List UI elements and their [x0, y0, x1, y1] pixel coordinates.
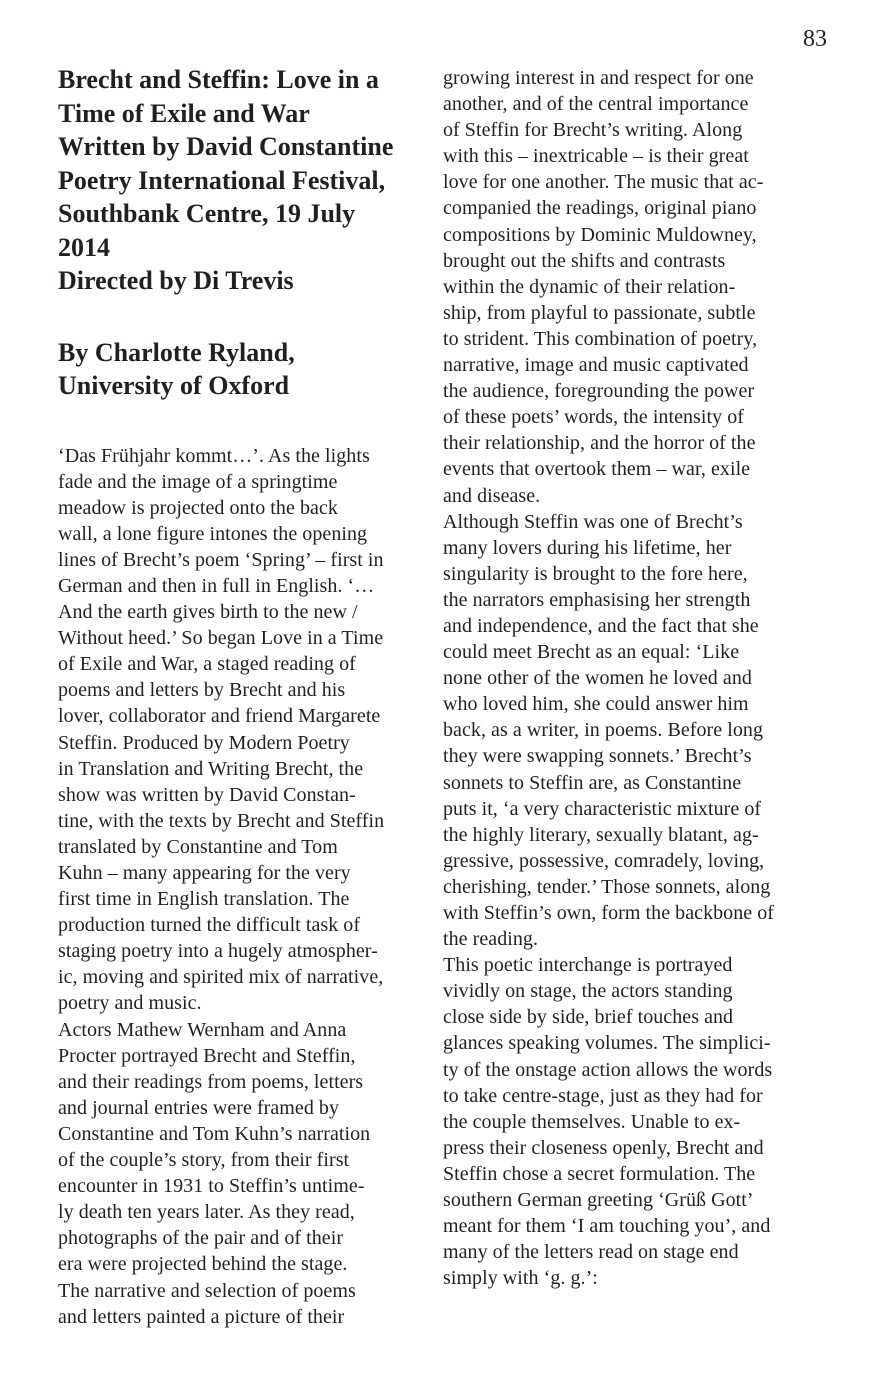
- text-line: glances speaking volumes. The simplici-: [443, 1032, 771, 1055]
- text-line: none other of the women he loved and: [443, 667, 752, 690]
- text-line: poetry and music.: [58, 992, 202, 1015]
- text-line: the couple themselves. Unable to ex-: [443, 1110, 741, 1133]
- left-column: [58, 63, 413, 1330]
- text-line: another, and of the central importance: [443, 93, 749, 116]
- body-text-right: [443, 65, 813, 1291]
- text-line: Actors Mathew Wernham and Anna: [58, 1018, 347, 1041]
- text-line: in Translation and Writing Brecht, the: [58, 757, 364, 780]
- text-line: close side by side, brief touches and: [443, 1006, 734, 1029]
- text-line: ic, moving and spirited mix of narrative,: [58, 966, 384, 989]
- text-line: narrative, image and music captivated: [443, 354, 749, 377]
- text-line: And the earth gives birth to the new /: [58, 601, 358, 624]
- text-line: to strident. This combination of poetry,: [443, 327, 758, 350]
- text-line: many of the letters read on stage end: [443, 1241, 739, 1264]
- text-line: southern German greeting ‘Grüß Gott’: [443, 1189, 754, 1212]
- text-line: they were swapping sonnets.’ Brecht’s: [443, 745, 752, 768]
- text-line: the narrators emphasising her strength: [443, 588, 751, 611]
- text-line: to take centre-stage, just as they had for: [443, 1084, 763, 1107]
- text-line: lines of Brecht’s poem ‘Spring’ – first in: [58, 548, 384, 571]
- text-line: love for one another. The music that ac-: [443, 171, 764, 194]
- page-number: 83: [803, 26, 827, 52]
- text-line: Kuhn – many appearing for the very: [58, 862, 351, 884]
- title-line: Written by David Constantine: [58, 132, 394, 161]
- title-line: 2014: [58, 232, 110, 262]
- text-line: staging poetry into a hugely atmospher-: [58, 940, 378, 963]
- text-line: Without heed.’ So began Love in a Time: [58, 627, 384, 650]
- text-line: Steffin. Produced by Modern Poetry: [58, 731, 350, 754]
- text-line: lover, collaborator and friend Margarete: [58, 705, 381, 728]
- text-line: with Steffin’s own, form the backbone of: [443, 902, 775, 924]
- title-line: Poetry International Festival,: [58, 165, 386, 195]
- text-line: cherishing, tender.’ Those sonnets, along: [443, 875, 771, 898]
- byline-line: By Charlotte Ryland,: [58, 337, 295, 367]
- text-line: encounter in 1931 to Steffin’s untime-: [58, 1175, 365, 1198]
- text-line: of Steffin for Brecht’s writing. Along: [443, 119, 743, 142]
- text-line: German and then in full in English. ‘…: [58, 574, 375, 597]
- text-line: events that overtook them – war, exile: [443, 458, 751, 481]
- text-line: and disease.: [443, 484, 541, 507]
- text-line: with this – inextricable – is their great: [443, 145, 749, 168]
- text-line: compositions by Dominic Muldowney,: [443, 223, 757, 246]
- text-line: brought out the shifts and contrasts: [443, 249, 726, 272]
- text-line: singularity is brought to the fore here,: [443, 562, 748, 585]
- text-line: back, as a writer, in poems. Before long: [443, 719, 763, 742]
- text-line: and their readings from poems, letters: [58, 1070, 364, 1093]
- text-line: within the dynamic of their relation-: [443, 275, 736, 298]
- text-line: The narrative and selection of poems: [58, 1279, 356, 1302]
- article-title: [58, 63, 413, 298]
- text-line: photographs of the pair and of their: [58, 1227, 344, 1250]
- text-line: ship, from playful to passionate, subtle: [443, 301, 756, 324]
- text-line: many lovers during his lifetime, her: [443, 536, 732, 559]
- text-line: fade and the image of a springtime: [58, 470, 338, 493]
- text-line: first time in English translation. The: [58, 888, 350, 911]
- text-line: meant for them ‘I am touching you’, and: [443, 1215, 771, 1238]
- text-line: could meet Brecht as an equal: ‘Like: [443, 641, 740, 664]
- text-line: show was written by David Constan-: [58, 783, 356, 806]
- text-line: wall, a lone figure intones the opening: [58, 522, 368, 545]
- text-line: Procter portrayed Brecht and Steffin,: [58, 1044, 356, 1067]
- text-line: era were projected behind the stage.: [58, 1253, 348, 1276]
- text-line: Although Steffin was one of Brecht’s: [443, 510, 743, 533]
- title-line: Southbank Centre, 19 July: [58, 199, 356, 228]
- text-line: This poetic interchange is portrayed: [443, 954, 733, 977]
- text-line: ‘Das Frühjahr kommt…’. As the lights: [58, 444, 370, 467]
- text-line: ty of the onstage action allows the words: [443, 1058, 773, 1081]
- body-text-left: [58, 443, 413, 1330]
- text-line: tine, with the texts by Brecht and Steffin: [58, 809, 385, 832]
- text-line: and independence, and the fact that she: [443, 614, 759, 637]
- text-line: and letters painted a picture of their: [58, 1305, 345, 1328]
- text-line: of the couple’s story, from their first: [58, 1149, 350, 1172]
- text-line: and journal entries were framed by: [58, 1096, 340, 1119]
- title-line: Directed by Di Trevis: [58, 266, 294, 295]
- text-line: press their closeness openly, Brecht and: [443, 1136, 764, 1159]
- title-line: Time of Exile and War: [58, 98, 310, 128]
- text-line: the audience, foregrounding the power: [443, 380, 755, 403]
- text-line: simply with ‘g. g.’:: [443, 1267, 598, 1290]
- byline: [58, 336, 413, 403]
- text-line: the reading.: [443, 928, 539, 951]
- text-line: the highly literary, sexually blatant, ag-: [443, 823, 759, 846]
- text-line: meadow is projected onto the back: [58, 496, 338, 519]
- text-line: ly death ten years later. As they read,: [58, 1201, 355, 1224]
- text-line: of Exile and War, a staged reading of: [58, 653, 356, 676]
- text-line: vividly on stage, the actors standing: [443, 980, 733, 1003]
- text-line: Steffin chose a secret formulation. The: [443, 1162, 756, 1185]
- text-line: of these poets’ words, the intensity of: [443, 406, 744, 429]
- title-line: Brecht and Steffin: Love in a: [58, 65, 379, 94]
- text-line: growing interest in and respect for one: [443, 67, 754, 89]
- text-line: production turned the difficult task of: [58, 914, 361, 937]
- text-line: companied the readings, original piano: [443, 197, 757, 220]
- text-line: puts it, ‘a very characteristic mixture of: [443, 797, 762, 820]
- text-line: sonnets to Steffin are, as Constantine: [443, 771, 742, 794]
- text-line: gressive, possessive, comradely, loving,: [443, 849, 765, 872]
- byline-line: University of Oxford: [58, 371, 290, 400]
- text-line: who loved him, she could answer him: [443, 693, 749, 716]
- text-line: poems and letters by Brecht and his: [58, 679, 346, 702]
- text-line: Constantine and Tom Kuhn’s narration: [58, 1122, 371, 1145]
- text-line: translated by Constantine and Tom: [58, 835, 338, 858]
- text-line: their relationship, and the horror of the: [443, 432, 756, 455]
- right-column: [443, 65, 813, 1291]
